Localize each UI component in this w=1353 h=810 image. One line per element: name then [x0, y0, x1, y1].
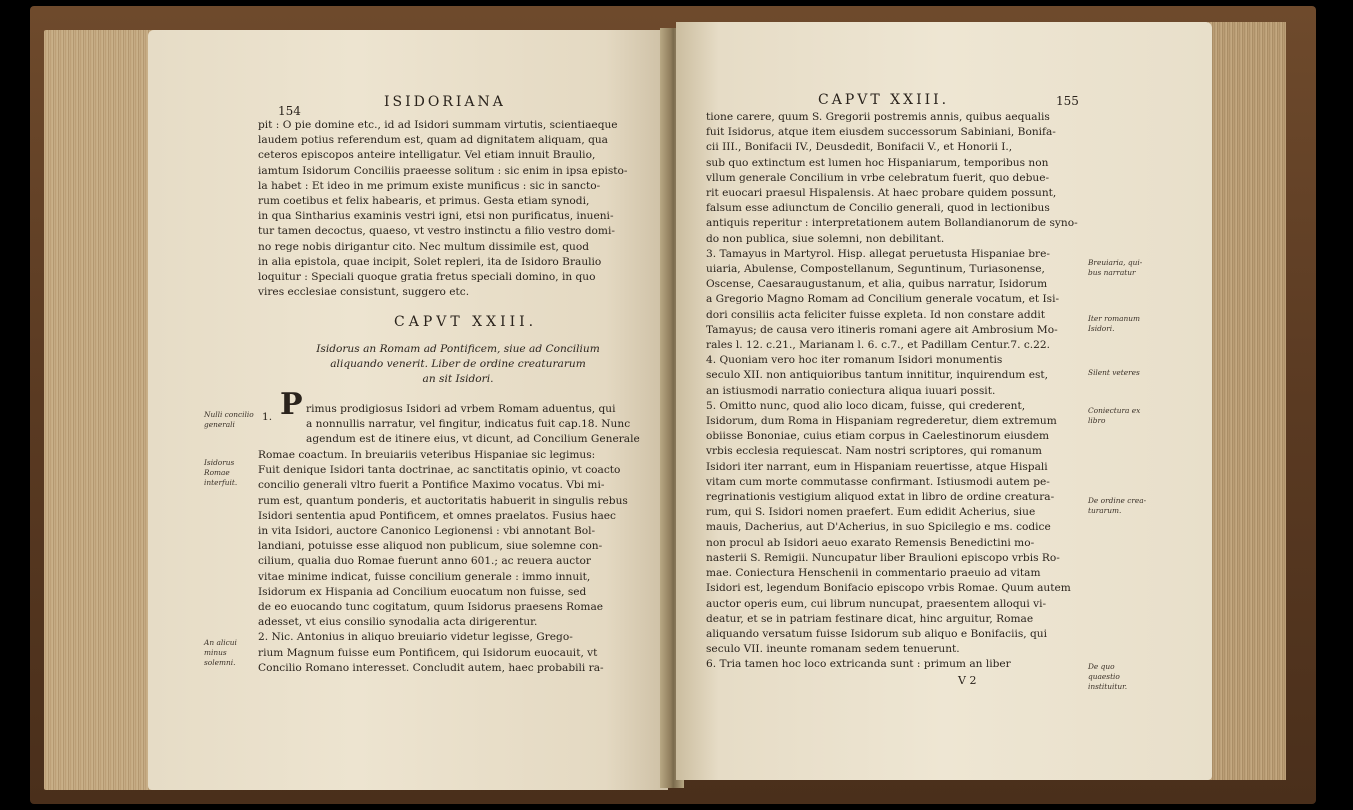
right-page-edges [1208, 22, 1286, 780]
right-margin-note-3: Silent veteres [1088, 368, 1140, 377]
left-top-text: pit : O pie domine etc., id ad Isidori summam virtutis, scientiaeque laudem potius referendum est, quam ad dignitatem aliquam, qua ceteros episcopos anteire intelligatur. Vel etiam innuit Braulio, iamtum Isidorum Conciliis praeesse solitum : sic enim in ipsa episto- la habet : Et ideo in me primum existe munificus : sic in sancto- rum coetibus et felix habearis, et primus. Gesta etiam synodi, in qua Sintharius examinis vestri igni, etsi non purificatus, inueni- tur tamen decoctus, quaeso, vt vestro instinctu a filio vestro domi- no rege nobis dirigantur cito. Nec multum dissimile est, quod in alia epistola, quae incipit, Solet repleri, ita de Isidoro Braulio loquitur : Speciali quoque gratia fretus speciali domino, in quo vires ecclesiae consistunt, suggero etc. [258, 119, 628, 299]
signature-mark: V 2 [958, 674, 977, 687]
right-margin-note-5: De ordine crea- turarum. [1088, 496, 1147, 515]
right-page [676, 22, 1212, 780]
right-page-number: 155 [1056, 94, 1079, 108]
left-page-number: 154 [278, 104, 301, 118]
right-running-head: CAPVT XXIII. [818, 92, 950, 108]
left-running-head: ISIDORIANA [384, 94, 506, 110]
right-margin-note-1: Breuiaria, qui- bus narratur [1088, 258, 1143, 277]
section-lead: rimus prodigiosus Isidori ad vrbem Romam aduentus, qui a nonnullis narratur, vel fingitur, indicatus fuit cap.18. Nunc agendum est de itinere eius, vt dicunt, ad Concilium Generale [306, 403, 640, 446]
left-body-text: Romae coactum. In breuiariis veteribus Hispaniae sic legimus: Fuit denique Isidori tanta doctrinae, ac sanctitatis opinio, vt coacto concilio generali vltro fuerit a Pontifice Maximo vocatus. Vbi mi- rum est, quantum ponderis, et auctoritatis habuerit in singulis rebus Isidori sententia apud Pontificem, et omnes praelatos. Fusius haec in vita Isidori, auctore Canonico Legionensi : vbi annotant Bol- landiani, potuisse esse aliquod non publicum, siue solemne con- cilium, qualia duo Romae fuerunt anno 601.; ac reuera auctor vitae minime indicat, fuisse concilium generale : immo innuit, Isidorum ex Hispania ad Concilium euocatum non fuisse, sed de eo euocando tunc cogitatum, quum Isidorus praesens Romae adesset, vt eius consilio synodalia acta dirigerentur. 2. Nic. Antonius in aliquo breuiario videtur legisse, Grego- rium Magnum fuisse eum Pontificem, qui Isidorum euocauit, vt Concilio Romano interesset. Concludit autem, haec probabili ra- [258, 449, 628, 674]
chapter-subtitle: Isidorus an Romam ad Pontificem, siue ad Concilium aliquando venerit. Liber de ordine creaturarum an sit Isidori. [316, 343, 600, 385]
left-page [148, 30, 668, 790]
left-page-edges [44, 30, 154, 790]
chapter-title: CAPVT XXIII. [394, 314, 538, 330]
right-margin-note-4: Coniectura ex libro [1088, 406, 1141, 425]
right-margin-note-6: De quo quaestio instituitur. [1088, 662, 1128, 691]
right-body-text: tione carere, quum S. Gregorii postremis annis, quibus aequalis fuit Isidorus, atque item eiusdem successorum Sabiniani, Bonifa- cii III., Bonifacii IV., Deusdedit, Bonifacii V., et Honorii I., sub quo extinctum est lumen hoc Hispaniarum, temporibus non vllum generale Concilium in vrbe celebratum fuerit, quo debue- rit euocari praesul Hispalensis. At haec probare quidem possunt, falsum esse adiunctum de Concilio generali, quod in lectionibus antiquis reperitur : interpretationem autem Bollandianorum de syno- do non publica, siue solemni, non debilitant. 3. Tamayus in Martyrol. Hisp. allegat peruetusta Hispaniae bre- uiaria, Abulense, Compostellanum, Seguntinum, Turiasonense, Oscense, Caesaraugustanum, et alia, quibus narratur, Isidorum a Gregorio Magno Romam ad Concilium generale vocatum, et Isi- dori consiliis acta feliciter fuisse expleta. Id non constare addit Tamayus; de causa vero itineris romani agere ait Ambrosium Mo- rales l. 12. c.21., Marianam l. 6. c.7., et Padillam Centur.7. c.22. 4. Quoniam vero hoc iter romanum Isidori monumentis seculo XII. non antiquioribus tantum innititur, inquirendum est, an istiusmodi narratio coniectura aliqua iuuari possit. 5. Omitto nunc, quod alio loco dicam, fuisse, qui crederent, Isidorum, dum Roma in Hispaniam regrederetur, diem extremum obiisse Bononiae, cuius etiam corpus in Caelestinorum eiusdem vrbis ecclesia requiescat. Nam nostri scriptores, qui romanum Isidori iter narrant, eum in Hispaniam reuertisse, atque Hispali vitam cum morte commutasse confirmant. Istiusmodi autem pe- regrinationis vestigium aliquod extat in libro de ordine creatura- rum, qui S. Isidori nomen praefert. Eum edidit Acherius, siue mauis, Dacherius, aut D'Acherius, in suo Spicilegio e ms. codice non procul ab Isidori aeuo exarato Remensis Benedictini mo- nasterii S. Remigii. Nuncupatur liber Braulioni episcopo vrbis Ro- mae. Coniectura Henschenii in commentario praeuio ad vitam Isidori est, legendum Bonifacio episcopo vrbis Romae. Quum autem auctor operis eum, cui librum nuncupat, praesentem alloqui vi- deatur, et se in patriam festinare dicat, hinc arguitur, Romae aliquando versatum fuisse Isidorum sub aliquo e Bonifaciis, qui seculo VII. ineunte romanam sedem tenuerunt. 6. Tria tamen hoc loco extricanda sunt : primum an liber [706, 111, 1078, 671]
right-margin-note-2: Iter romanum Isidori. [1088, 314, 1141, 333]
left-margin-note-3: An alicui minus solemni. [204, 638, 237, 667]
left-margin-note-1: Nulli concilio generali [204, 410, 254, 429]
left-margin-note-2: Isidorus Romae interfuit. [204, 458, 238, 487]
section-number: 1. [262, 411, 273, 423]
drop-cap: P [280, 387, 303, 422]
